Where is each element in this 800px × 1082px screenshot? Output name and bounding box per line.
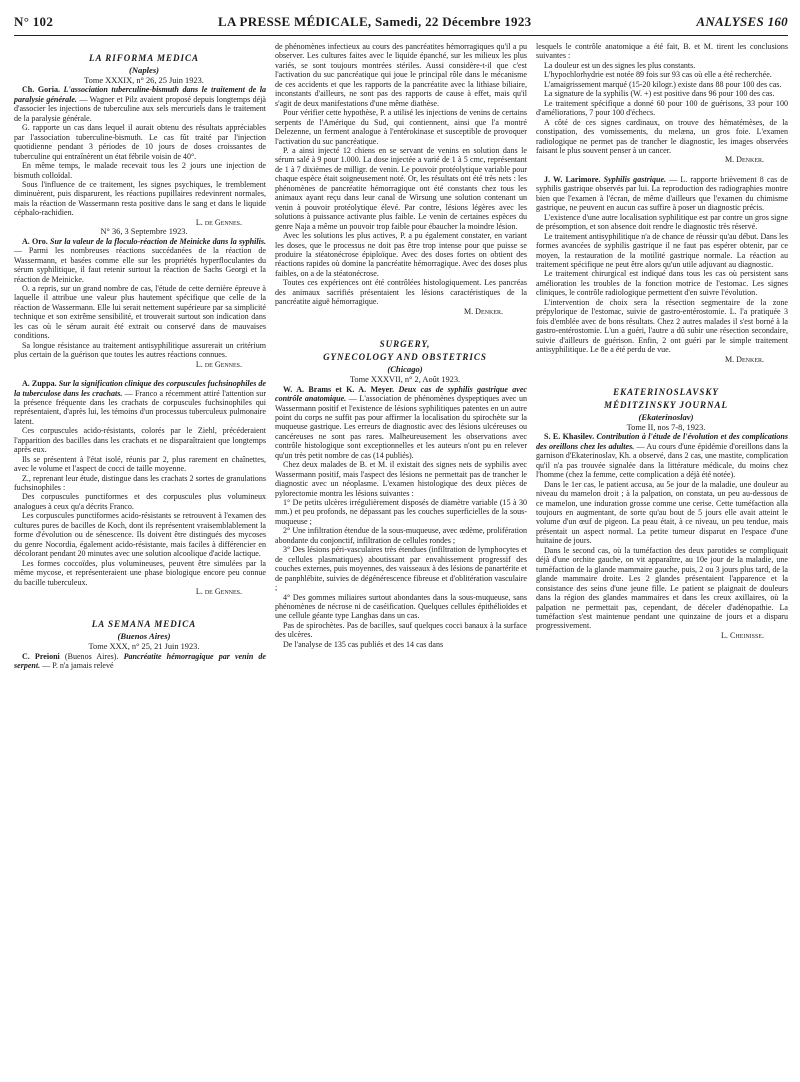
abstract-paragraph: Sous l'influence de ce traitement, les signes psychiques, le tremblement diminuèrent, puis disparurent, les réactions pupillaires redevinrent normales, mais la réaction de Wassermann resta positive dans le sang et dans le liquide céphalo-rachidien. (14, 179, 266, 218)
journal-city: (Naples) (128, 65, 160, 75)
abstract-paragraph: Le traitement chirurgical est indiqué dans tous les cas où persistent sans amélioration les troubles de la fonction motrice de l'estomac. Les signes cliniques, le contrôle radiologique permettent d'en suivre l'évolution. (536, 269, 788, 298)
list-item: La douleur est un des signes les plus constants. (544, 60, 696, 70)
abstract-paragraph: Z., reprenant leur étude, distingue dans les crachats 2 sortes de granulations fuchsinophiles : (14, 473, 266, 493)
abstract-paragraph (14, 379, 266, 426)
abstract-paragraph: Pour vérifier cette hypothèse, P. a utilisé les injections de venins de certains serpents de l'Amérique du Sud, qui contiennent, ainsi que l'a montré Delezenne, un ferment analogue à l'entérokinase et susceptible de provoquer l'activation du suc pancréatique. (275, 108, 527, 146)
abstract-text: — L'association de phénomènes dyspeptiques avec un Wassermann positif et l'existence de lésions syphilitiques patentes en un autre point du corps ne suffit pas pour affirmer la localisation du spirochète sur la muqueuse gastrique. Les erreurs de diagnostic avec des lésions ulcéreuses ou cancéreuses ne sont pas rares. Malheureusement les observations avec contrôle histologique sont exceptionnelles et les auteurs n'ont pu en relever qu'un très petit nombre de cas (14 publiés). (275, 394, 528, 460)
abstract-paragraph: G. rapporte un cas dans lequel il aurait obtenu des résultats appréciables par l'association tuberculine-bismuth. Le cas fût traité par l'injection quotidienne pendant 3 périodes de 10 jours de doses croissantes de tuberculine qui entraînèrent un état fébrile voisin de 40°. (14, 123, 266, 161)
signature: L. de Gennes. (195, 359, 242, 369)
abstract-paragraph: Chez deux malades de B. et M. il existait des signes nets de syphilis avec Wassermann positif, mais l'aspect des lésions ne permettait pas de trancher le diagnostic avec un néoplasme. L'examen histologique des deux pièces de pylorectomie montra les lésions suivantes : (275, 460, 527, 498)
signature: M. Denker. (725, 155, 764, 165)
journal-title: LA RIFORMA MEDICA (88, 53, 200, 63)
list-item: 1° De petits ulcères irrégulièrement disposés de diamètre variable (15 à 30 mm.) et peu profonds, ne dépassant pas les couches superficielles de la sous-muqueuse ; (275, 498, 527, 526)
abstract-paragraph: Les corpuscules punctiformes acido-résistants se retrouvent à l'examen des cultures pures de bacilles de Koch, dont ils représentent vraisemblablement la forme d'évolution ou de sénescence. Ils doivent être distingués des mycoses du genre Nocordia, également acido-résistante, mais faciles à différencier en décolorant pendant 20 minutes avec une solution alcoolique d'acide lactique. (14, 511, 266, 559)
list-item: 3° Des lésions péri-vasculaires très étendues (infiltration de lymphocytes et de cellules plasmatiques) aboutissant par envahissement progressif des couches externes, puis moyennes, des vaisseaux à des lésions de panartérite et de panphlébite, suivies de dégénérescence fibreuse et d'oblitération vasculaire ; (275, 545, 527, 593)
article-author: A. Zuppa. (22, 379, 57, 389)
signature: L. de Gennes. (195, 587, 242, 597)
abstract-paragraph: L'intervention de choix sera la résection segmentaire de la zone prépylorique de l'estomac, suivie de gastro-entérostomie. L. l'a pratiquée 3 fois d'emblée avec de bons résultats. Chez 2 autres malades il s'est borné à la gastro-entérostomie. L'un a guéri, l'autre a dû subir une résection secondaire, suivie d'ailleurs de guérison. Enfin, 2 ont guéri par le simple traitement antisyphilitique. Le 8e a été perdu de vue. (536, 297, 788, 355)
abstract-paragraph: De l'analyse de 135 cas publiés et des 14 cas dans (283, 639, 444, 649)
page-header (14, 14, 788, 30)
abstract-paragraph (275, 385, 527, 461)
list-item: L'hypochlorhydrie est notée 89 fois sur 93 cas où elle a été recherchée. (544, 70, 772, 80)
abstract-paragraph (14, 85, 266, 123)
article-author: J. W. Larimore. (544, 174, 601, 184)
abstract-paragraph: Toutes ces expériences ont été contrôlées histologiquement. Les pancréas des animaux sacrifiés présentaient les lésions caractéristiques de la pancréatite aiguë hémorragique. (275, 278, 527, 307)
article-author: S. E. Khasilev. (544, 432, 595, 442)
journal-masthead: LA PRESSE MÉDICALE, Samedi, 22 Décembre 1923 (218, 14, 532, 29)
article-title: Syphilis gastrique. (603, 174, 667, 184)
article-title: Deux cas de syphilis gastrique avec contrôle anatomique. (275, 384, 527, 404)
issue-line: Tome XXXIX, n° 26, 25 Juin 1923. (84, 76, 204, 85)
abstract-paragraph: Avec les solutions les plus actives, P. a pu également constater, en variant les doses, que le processus ne doit pas être trop intense pour que puisse se produire la stéatonécrose épiploïque. Avec des doses fortes on obtient des réactions rapides où domine la pancréatite hémorragique. Avec des doses plus faibles, on a de la stéatonécrose. (275, 231, 527, 278)
abstract-text: — Au cours d'une épidémie d'oreillons dans la garnison d'Ekaterinoslav, Kh. a observé, dans 2 cas, une mastite, complication qu'il n'a pas trouvée signalée dans la littérature médicale, du moins chez l'homme (chez la femme, cette complication a déjà été notée). (536, 441, 788, 480)
list-item: 2° Une infiltration étendue de la sous-muqueuse, avec œdème, prolifération abondante du conjonctif, infiltration de cellules rondes ; (275, 526, 527, 545)
article-title: Contribution à l'étude de l'évolution et des complications des oreillons chez les adultes. (536, 432, 789, 451)
column-right (536, 42, 788, 671)
abstract-paragraph (14, 237, 266, 284)
list-item: La signature de la syphilis (W. +) est positive dans 96 pour 100 des cas. (544, 89, 775, 99)
list-item: 4° Des gommes miliaires surtout abondantes dans la sous-muqueuse, sans phénomènes de nécrose ni de caséification. Quelques cellules épithélioïdes et une cellule géante type Langhas dans un cas. (275, 592, 527, 621)
abstract-text: — P. n'a jamais relevé (42, 661, 114, 671)
issue-line: Tome XXX, n° 25, 21 Juin 1923. (88, 642, 200, 652)
abstract-paragraph (536, 175, 788, 213)
abstract-paragraph: En même temps, le malade recevait tous les 2 jours une injection de bismuth colloïdal. (14, 161, 266, 180)
list-item: L'amaigrissement marqué (15-20 kilogr.) existe dans 88 pour 100 des cas. (544, 79, 782, 89)
journal-title: MÉDITZINSKY JOURNAL (604, 399, 728, 410)
abstract-paragraph: P. a ainsi injecté 12 chiens en se servant de venins en solution dans le sérum salé à 9 pour 1.000. La dose injectée a varié de 1 à 5 cmc, représentant de 1 à 7 dixièmes de milligr. de venin. Le pouvoir protéolytique variable pour chaque espèce était soigneusement noté. Or, les résultats ont été très nets : les phénomènes de pancréatite hémorragique ont été constants chez tous les animaux ayant reçu dans leur canal de Wirsung une solution contenant un venin à pouvoir protéolytique élevé. Par contre, lésions légères avec les solutions à puissance activante plus faible. Le venin de certaines espèces du genre Naja a même un pouvoir trop faible pour ébaucher la moindre lésion. (275, 145, 527, 231)
article-columns (14, 42, 788, 671)
article-title: Pancréatite hémorragique par venin de serpent. (14, 651, 267, 671)
article-author: C. Preioni (22, 651, 60, 661)
section-label: ANALYSES 160 (696, 14, 788, 29)
author-place: (Buenos Aires). (64, 651, 119, 661)
abstract-text: — L. rapporte brièvement 8 cas de syphilis gastrique observés par lui. La reproduction des radiographies montre bien que l'examen à l'écran, de même d'ailleurs que l'examen du chimisme gastrique, ne peuvent en aucun cas suffire à poser un diagnostic précis. (536, 174, 788, 213)
abstract-paragraph (14, 652, 266, 671)
list-item: Le traitement spécifique a donné 60 pour 100 de guérisons, 33 pour 100 d'améliorations, 7 pour 100 d'échecs. (536, 98, 788, 118)
journal-city: (Buenos Aires) (117, 631, 171, 642)
article-title: L'association tuberculine-bismuth dans le traitement de la paralysie générale. (14, 85, 266, 104)
abstract-paragraph: Le traitement antisyphilitique n'a de chance de réussir qu'au début. Dans les formes avancées de syphilis gastrique il ne faut pas espérer obtenir, par ce moyen, la restauration de la motilité gastrique normale. La réaction au traitement spécifique ne peut être alors qu'un utile adjuvant au diagnostic. (536, 231, 788, 269)
signature: L. Cheinisse. (721, 630, 764, 640)
journal-city: (Chicago) (387, 364, 423, 375)
abstract-paragraph: A côté de ces signes cardinaux, on trouve des hématémèses, de la constipation, des vomissements, du melæna, un gros foie. L'examen radiologique ne permet pas de trancher le diagnostic, les images observées faisant le plus souvent penser à un cancer. (536, 117, 788, 155)
journal-title: SURGERY, (379, 339, 431, 350)
article-title: Sur la signification clinique des corpuscules fuchsinophiles de la tuberculose dans les crachats. (14, 379, 266, 398)
issue-line: Tome XXXVII, n° 2, Août 1923. (349, 375, 461, 385)
header-rule (14, 35, 788, 36)
abstract-text: — Franco a récemment attiré l'attention sur la présence fréquente dans les crachats de corpuscules fuchsinophiles qui représentaient, d'après lui, les témoins d'un processus tuberculeux pulmonaire latent. (14, 388, 267, 426)
signature: M. Denker. (725, 354, 764, 364)
abstract-paragraph: lesquels le contrôle anatomique a été fait, B. et M. tirent les conclusions suivantes : (536, 42, 788, 61)
article-author: W. A. Brams et K. A. Meyer. (283, 384, 395, 394)
abstract-text: — Parmi les nombreuses réactions succédanées de la réaction de Wassermann, et basées comme elle sur les propriétés hyperfloculantes du sérum syphilitique, il faut retenir surtout la réaction de Sachs Georgi et la réaction de Meinicke. (14, 246, 266, 284)
journal-title: LA SEMANA MEDICA (91, 619, 197, 630)
article-title: Sur la valeur de la floculo-réaction de Meinicke dans la syphilis. (50, 236, 266, 246)
abstract-paragraph: Dans le 1er cas, le patient accusa, au 5e jour de la maladie, une douleur au niveau du mamelon droit ; à la palpation, on constata, un peu au-dessous de ce mamelon, une induration grosse comme une cerise. Cette tuméfaction alla toujours en augmentant, de sorte qu'au bout de 5 jours elle avait atteint le volume d'un œuf de pigeon. La peau était, à ce niveau, un peu tendue, mais présentait un aspect normal. La petite tumeur disparut en l'espace d'une huitaine de jours. (536, 479, 788, 546)
issue-line: N° 36, 3 Septembre 1923. (100, 227, 188, 237)
page-number: N° 102 (14, 14, 54, 29)
abstract-paragraph: Ces corpuscules acido-résistants, colorés par le Ziehl, précéderaient l'apparition des bacilles dans les crachats et ne disparaîtraient que longtemps après eux. (14, 426, 266, 455)
issue-line: Tome II, nos 7-8, 1923. (626, 422, 706, 432)
abstract-paragraph: Sa longue résistance au traitement antisyphilitique assurerait un critérium plus certain de la guérison que toutes les autres réactions connues. (14, 340, 266, 360)
column-left (14, 42, 266, 671)
abstract-paragraph: Pas de spirochètes. Pas de bacilles, sauf quelques cocci banaux à la surface des ulcères. (275, 620, 527, 640)
column-middle (275, 42, 527, 671)
abstract-paragraph: O. a repris, sur un grand nombre de cas, l'étude de cette dernière épreuve à laquelle il attribue une valeur plus hautement spécifique que celle de la réaction de Wassermann. Elle lui serait nettement supérieure par sa simplicité technique et son extrême sensibilité, et trouverait surtout son indication dans les cas où le sérum aurait été extrait ou conservé dans de mauvaises conditions. (14, 283, 266, 341)
article-author: Ch. Goria. (22, 85, 60, 95)
journal-title: EKATERINOSLAVSKY (613, 386, 719, 397)
signature: M. Denker. (464, 306, 503, 316)
abstract-paragraph (536, 432, 788, 479)
abstract-paragraph: Des corpuscules punctiformes et des corpuscules plus volumineux analogues à ceux qu'a décrits Franco. (14, 492, 266, 511)
article-author: A. Oro. (22, 236, 48, 246)
abstract-paragraph: Les formes coccoïdes, plus volumineuses, peuvent être simulées par la même mycose, et représenteraient une phase biologique encore peu connue du bacille tuberculeux. (14, 558, 266, 587)
abstract-paragraph: Ils se présentent à l'état isolé, réunis par 2, plus rarement en chaînettes, avec le volume et l'aspect de cocci de taille moyenne. (14, 454, 266, 474)
abstract-paragraph: Dans le second cas, où la tuméfaction des deux parotides se compliquait déjà d'une orchite gauche, on vit apparaître, au 10e jour de la maladie, une tuméfaction de la glande mammaire gauche, puis, 2 ou 3 jours plus tard, de la glande mammaire droite. Les 2 glandes présentaient l'apparence et la consistance des seins d'une jeune fille. Le patient se plaignait de douleurs dans la région des glandes mammaires et dans les creux axillaires, où la palpation ne permettait pas, cependant, de déceler d'adénopathie. La tuméfaction s'est maintenue pendant une quinzaine de jours et a disparu progressivement. (536, 545, 788, 631)
abstract-paragraph: de phénomènes infectieux au cours des pancréatites hémorragiques qu'il a pu observer. Les cultures faites avec le liquide épanché, sur les milieux les plus variés, se sont toujours montrées stériles. Aussi considère-t-il que c'est l'activation du suc pancréatique qui joue le principal rôle dans le mécanisme de ces accidents et que les rapports de la pancréatite avec la lithiase biliaire, inconstants d'ailleurs, ne sont pas des rapports de cause à effet, mais qu'il s'agit de deux manifestations d'une même diathèse. (275, 42, 527, 108)
journal-city: (Ekaterinoslav) (638, 411, 694, 422)
signature: L. de Gennes. (195, 217, 242, 227)
journal-title: GYNECOLOGY AND OBSTETRICS (323, 352, 487, 363)
abstract-paragraph: L'existence d'une autre localisation syphilitique est par contre un gros signe de présomption, et son absence doit rendre le diagnostic très réservé. (536, 212, 788, 232)
abstract-text: — Wagner et Pilz avaient proposé depuis longtemps déjà d'associer les injections de tuberculine aux sels mercuriels dans le traitement de la paralysie générale. (14, 94, 266, 123)
